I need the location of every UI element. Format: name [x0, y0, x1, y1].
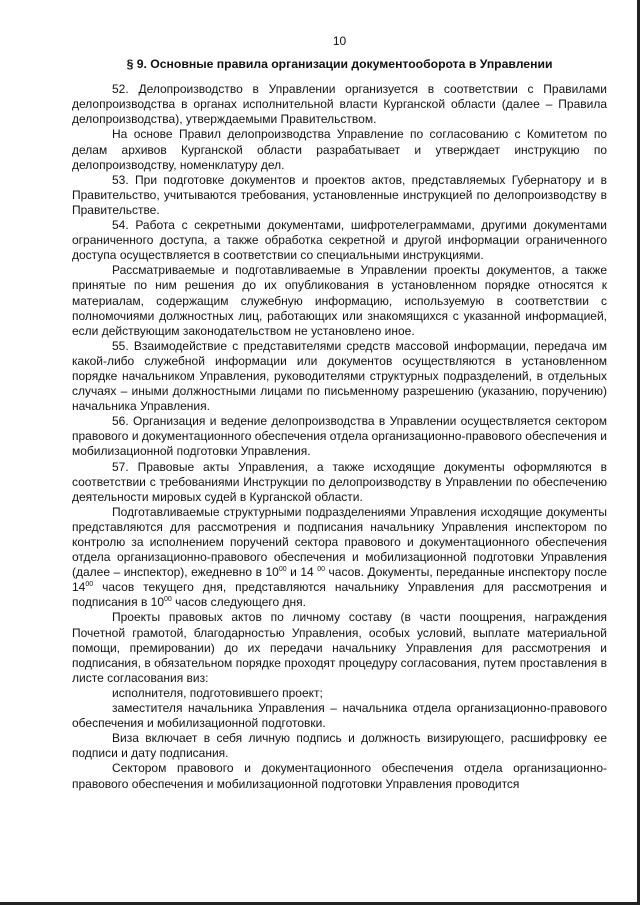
paragraph-57: 57. Правовые акты Управления, а также исходящие документы оформляются в соответствии с требованиями Инструкции по делопроизводству в Управлении по обеспечению деятельности мировых судей в Курганской области.	[72, 459, 607, 504]
paragraph-54: 54. Работа с секретными документами, шифротелеграммами, другими документами ограниченного доступа, а также обработка секретной и другой информации ограниченного доступа осуществляется в соответствии со специальными инструкциями.	[72, 218, 607, 263]
paragraph-visa-executor: исполнителя, подготовившего проект;	[112, 685, 323, 700]
time-superscript-4: 00	[164, 596, 172, 604]
time-text-1: Подготавливаемые структурными подразделениями Управления исходящие документы представляются для рассмотрения и подписания начальнику Управления инспектором по контролю за исполнением поручений сектора правового и документационного обеспечения отдела организационно-правового обеспечения и мобилизационной подготовки Управления (далее – инспектор), ежедневно в 10	[72, 504, 607, 580]
time-superscript-1: 00	[278, 566, 287, 574]
paragraph-56: 56. Организация и ведение делопроизводства в Управлении осуществляется сектором правового и документационного обеспечения отдела организационно-правового обеспечения и мобилизационной подготовки Управления.	[72, 414, 607, 459]
paragraph-sector-conducts: Сектором правового и документационного обеспечения отдела организационно-правового обеспечения и мобилизационной подготовки Управления проводится	[72, 761, 607, 791]
paragraph-52: 52. Делопроизводство в Управлении организуется в соответствии с Правилами делопроизводства в органах исполнительной власти Курганской области (далее – Правила делопроизводства), утверждаемыми Правительством.	[72, 82, 607, 127]
page-number: 10	[332, 34, 347, 48]
time-text-5: часов следующего дня.	[171, 595, 306, 610]
page-content	[72, 34, 607, 792]
time-text-2: и 14	[286, 565, 318, 580]
paragraph-instruction: На основе Правил делопроизводства Управление по согласованию с Комитетом по делам архивов Курганской области разрабатывает и утверждает инструкцию по делопроизводству, номенклатуру дел.	[72, 127, 607, 172]
paragraph-visa-content: Виза включает в себя личную подпись и должность визирующего, расшифровку ее подписи и дату подписания.	[72, 731, 607, 761]
paragraph-outgoing-documents	[72, 505, 607, 611]
time-superscript-3: 00	[85, 581, 94, 589]
paragraph-55: 55. Взаимодействие с представителями средств массовой информации, передача им какой-либо служебной информации или документов осуществляются в установленном порядке начальником Управления, руководителями структурных подразделений, в отдельных случаях – иными должностными лицами по письменному разрешению (указанию, поручению) начальника Управления.	[72, 338, 607, 414]
section-heading: § 9. Основные правила организации документооборота в Управлении	[126, 57, 553, 72]
paragraph-personnel-acts: Проекты правовых актов по личному составу (в части поощрения, награждения Почетной грамотой, благодарностью Управления, особых условий, выплате материальной помощи, премировании) до их передачи начальнику Управления для рассмотрения и подписания, в обязательном порядке проходят процедуру согласования, путем проставления в листе согласования виз:	[72, 610, 607, 685]
time-text-3: часов. Документы, переданные инспектору после 14	[72, 565, 607, 595]
time-text-4: часов текущего дня, представляются начальнику Управления для рассмотрения и подписания в 10	[72, 580, 607, 610]
time-superscript-2: 00	[317, 566, 326, 574]
paragraph-service-info: Рассматриваемые и подготавливаемые в Управлении проекты документов, а также принятые по ним решения до их опубликования в установленном порядке относятся к материалам, содержащим служебную информацию, используемую в соответствии с полномочиями должностных лиц, работающих или знакомящихся с указанной информацией, если действующим законодательством не установлено иное.	[72, 263, 607, 338]
paragraph-53: 53. При подготовке документов и проектов актов, представляемых Губернатору и в Правительство, учитываются требования, установленные инструкцией по делопроизводству в Правительстве.	[72, 172, 607, 217]
paragraph-visa-deputy: заместителя начальника Управления – начальника отдела организационно-правового обеспечения и мобилизационной подготовки.	[72, 701, 607, 731]
